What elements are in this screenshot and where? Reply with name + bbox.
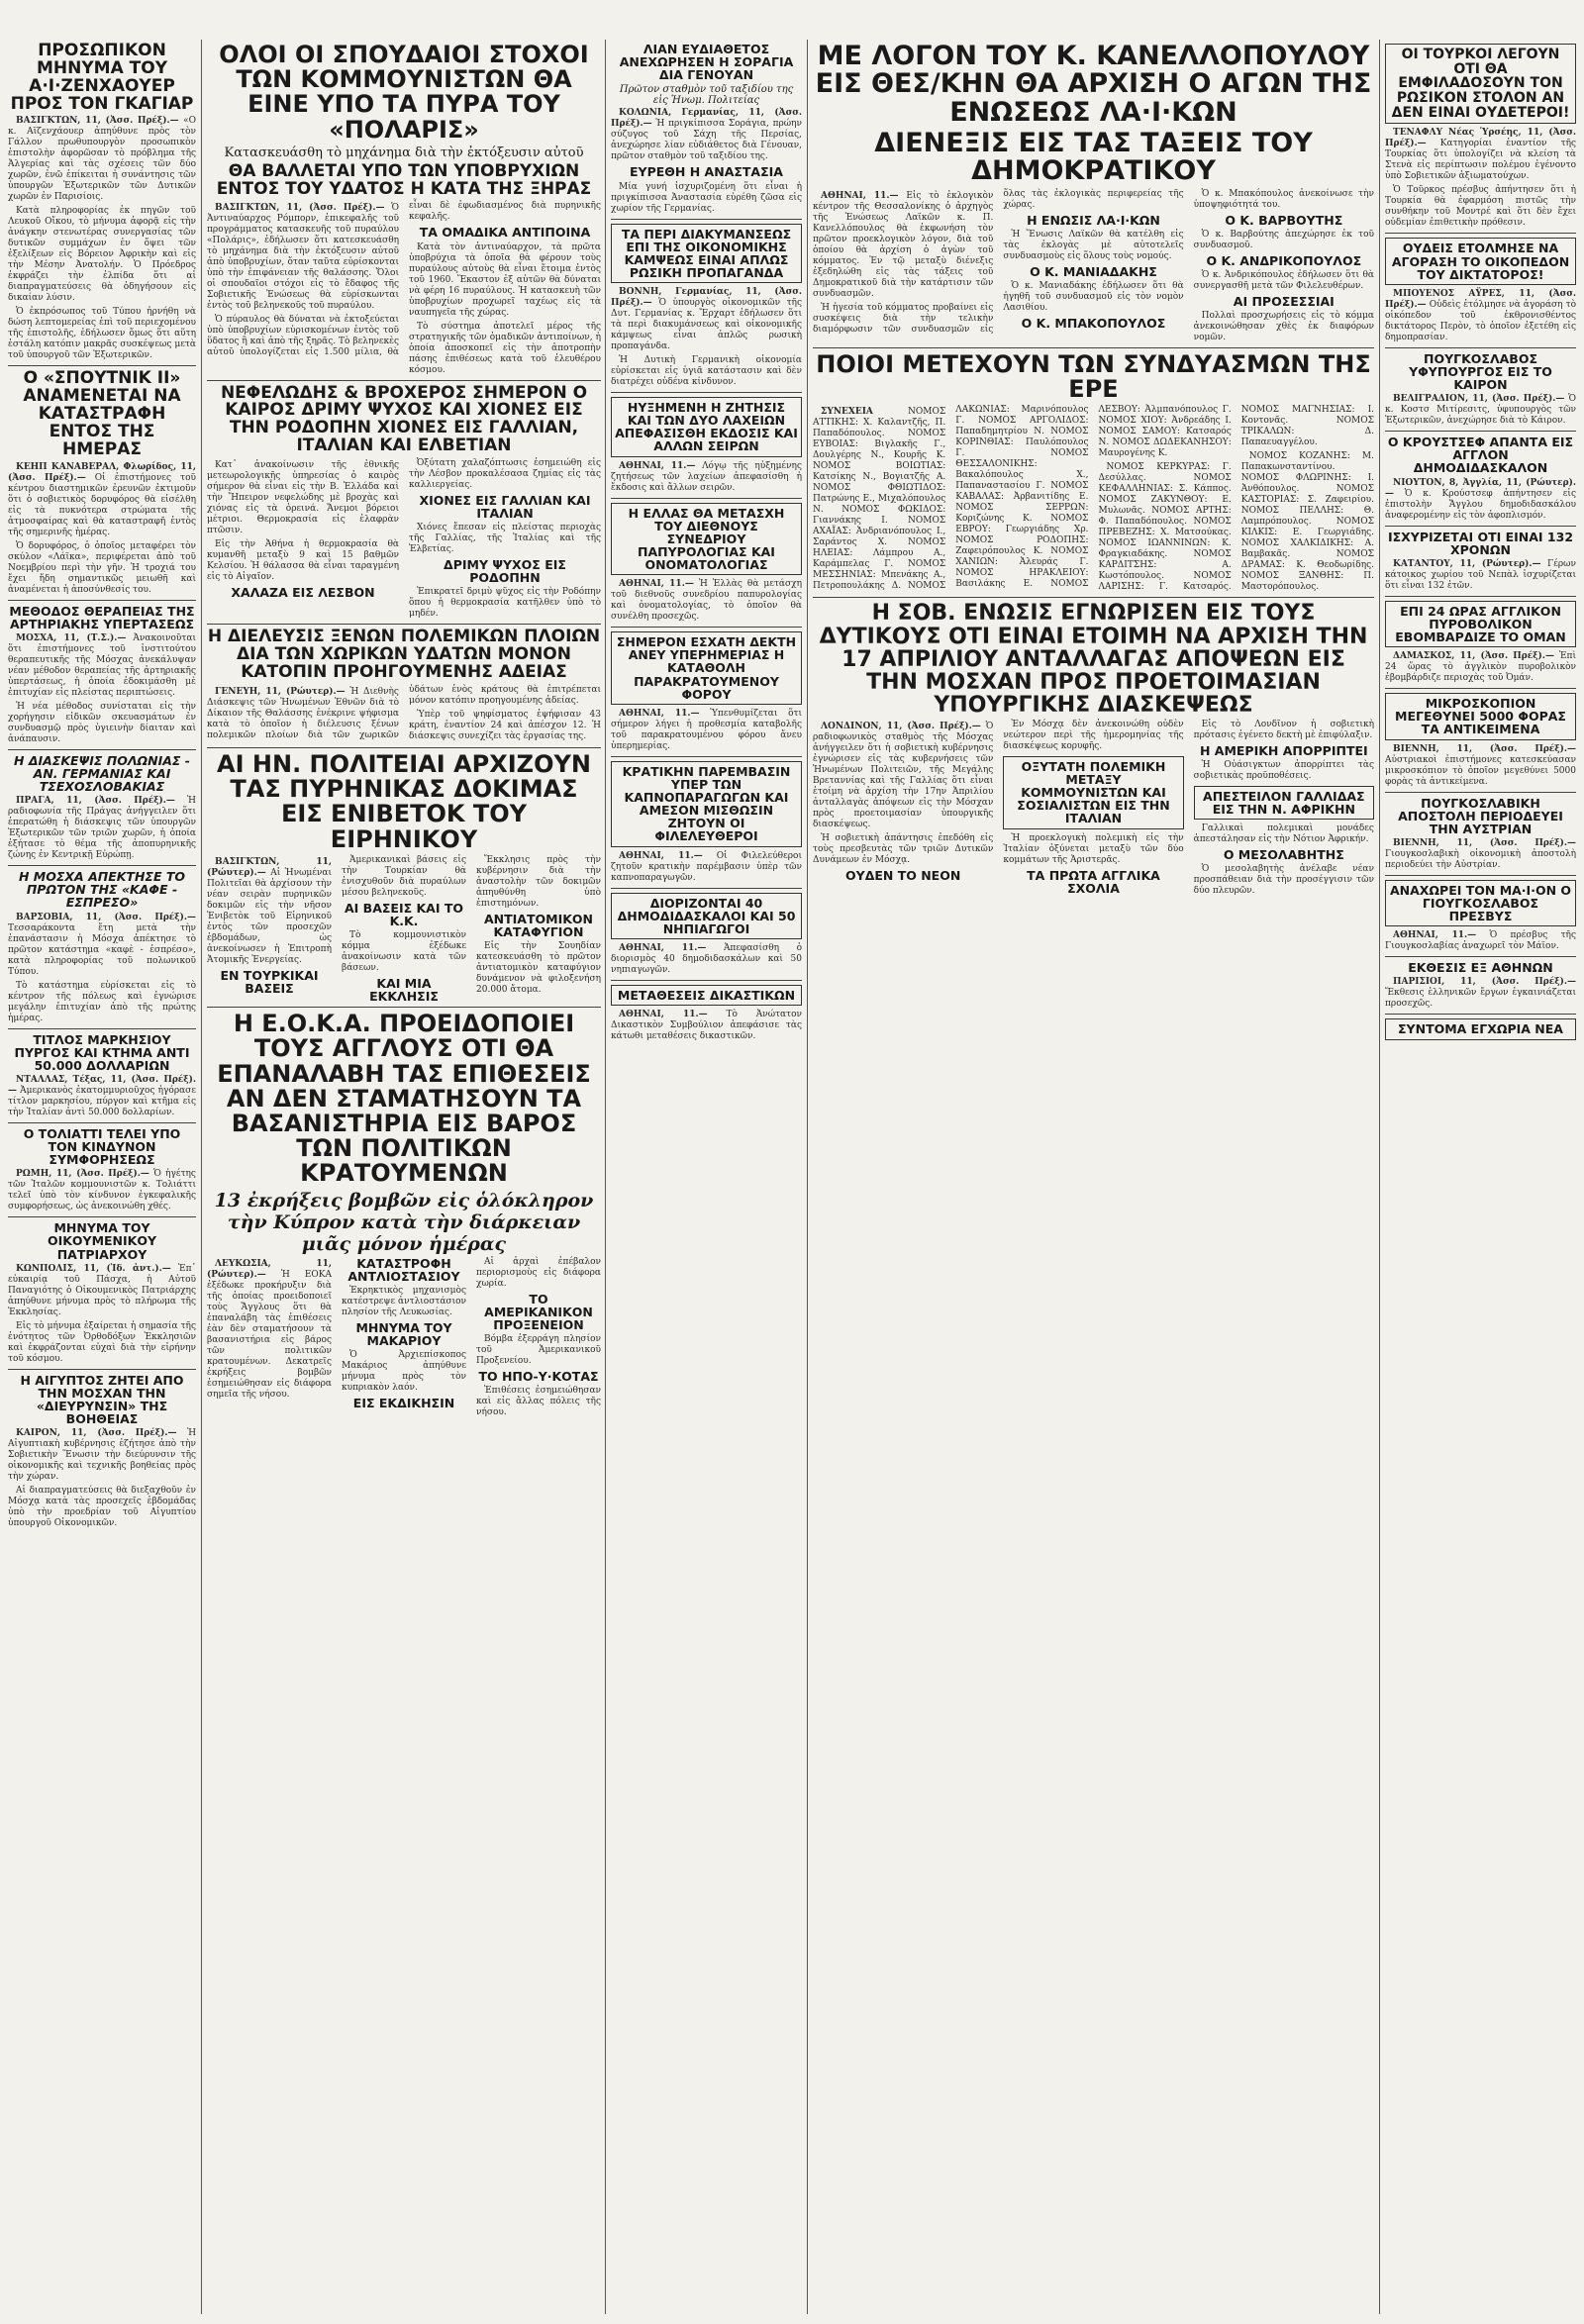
article-eoka: Η Ε.Ο.Κ.Α. ΠΡΟΕΙΔΟΠΟΙΕΙ ΤΟΥΣ ΑΓΓΛΟΥΣ ΟΤΙ ΘΑ ΕΠΑΝΑΛΑΒΗ ΤΑΣ ΕΠΙΘΕΣΕΙΣ ΑΝ ΔΕΝ ΣΤΑΜΑΤΗΣΟΥΝ ΤΑ ΒΑΣΑΝΙΣΤΗΡΙΑ ΕΙΣ ΒΑΡΟΣ ΤΩΝ ΠΟΛΙΤΙΚΩΝ ΚΡΑΤΟΥΜΕΝΩΝ 13 ἐκρήξεις βομβῶν εἰς ὁλόκληρον τὴν Κύπρον κατὰ τὴν διάρκειαν μιᾶς μόνον ἡμέρας ΛΕΥΚΩΣΙΑ, 11, (Ρώυτερ).— Ἡ ΕΟΚΑ ἐξέδωκε προκήρυξιν διὰ τῆς ὁποίας προειδοποιεῖ τοὺς Ἄγγλους ὅτι θὰ ἐπαναλάβη τὰς ἐπιθέσεις ἐὰν δὲν σταματήσουν τὰ βασανιστήρια εἰς βάρος τῶν πολιτικῶν κρατουμένων. Δεκατρεῖς ἐκρήξεις βομβῶν ἐσημειώθησαν εἰς διάφορα σημεῖα τῆς νήσου. ΚΑΤΑΣΤΡΟΦΗ ΑΝΤΛΙΟΣΤΑΣΙΟΥ Ἐκρηκτικὸς μηχανισμὸς κατέστρεψε ἀντλιοστάσιον πλησίον τῆς Λευκωσίας. ΜΗΝΥΜΑ ΤΟΥ ΜΑΚΑΡΙΟΥ Ὁ Ἀρχιεπίσκοπος Μακάριος ἀπηύθυνε μήνυμα πρὸς τὸν κυπριακὸν λαόν. ΕΙΣ ΕΚΔΙΚΗΣΙΝ Αἱ ἀρχαὶ ἐπέβαλον περιορισμοὺς εἰς διάφορα χωρία. ΤΟ ΑΜΕΡΙΚΑΝΙΚΟΝ ΠΡΟΞΕΝΕΙΟΝ Βόμβα ἐξερράγη πλησίον τοῦ Ἀμερικανικοῦ Προξενείου. ΤΟ ΗΠΟ-Υ·ΚΟΤΑΣ Ἐπιθέσεις ἐσημειώθησαν καὶ εἰς ἄλλας πόλεις τῆς νήσου. (207, 1010, 601, 1418)
body-text: Γέρων κάτοικος χωρίου τοῦ Νεπὰλ ἰσχυρίζεται ὅτι εἶναι 132 ἐτῶν. (1385, 558, 1576, 591)
headline: Η ΣΟΒ. ΕΝΩΣΙΣ ΕΓΝΩΡΙΣΕΝ ΕΙΣ ΤΟΥΣ ΔΥΤΙΚΟΥΣ ΟΤΙ ΕΙΝΑΙ ΕΤΟΙΜΗ ΝΑ ΑΡΧΙΣΗ ΤΗΝ 17 ΑΠΡΙΛΙΟΥ ΑΝΤΑΛΛΑΓΑΣ ΑΠΟΨΕΩΝ ΕΙΣ ΤΗΝ ΜΟΣΧΑΝ ΠΡΟΣ ΠΡΟΕΤΟΙΜΑΣΙΑΝ ΥΠΟΥΡΓΙΚΗΣ ΔΙΑΣΚΕΨΕΩΣ (819, 601, 1368, 718)
headline: ΜΕΘΟΔΟΣ ΘΕΡΑΠΕΙΑΣ ΤΗΣ ΑΡΤΗΡΙΑΚΗΣ ΥΠΕΡΤΑΣΕΩΣ (9, 603, 195, 631)
article-papyrology (611, 503, 802, 624)
article-brief-news (1385, 1018, 1576, 1039)
dateline: ΚΑΙΡΟΝ, 11, (Ἀσσ. Πρέξ).— (16, 1428, 177, 1439)
section-heading: ΜΗΝΥΜΑ ΤΟΥ ΜΑΚΑΡΙΟΥ (355, 1319, 452, 1348)
headline: ΟΛΟΙ ΟΙ ΣΠΟΥΔΑΙΟΙ ΣΤΟΧΟΙ ΤΩΝ ΚΟΜΜΟΥΝΙΣΤΩΝ ΘΑ ΕΙΝΕ ΥΠΟ ΤΑ ΠΥΡΑ ΤΟΥ «ΠΟΛΑΡΙΣ» (219, 41, 589, 144)
article-soraya: ΛΙΑΝ ΕΥΔΙΑΘΕΤΟΣ ΑΝΕΧΩΡΗΣΕΝ Η ΣΟΡΑΓΙΑ ΔΙΑ ΓΕΝΟΥΑΝ Πρῶτον σταθμὸν τοῦ ταξιδίου της εἰς Ἡνωμ. Πολιτείας ΚΟΛΩΝΙΑ, Γερμανίας, 11, (Ἀσσ. Πρέξ).— Ἡ πριγκίπισσα Σοράγια, πρώην σύζυγος τοῦ Σάχη τῆς Περσίας, ἀνεχώρησε λίαν εὐδιάθετος διὰ Γένουαν, πρῶτον σταθμὸν τοῦ ταξιδίου της. ΕΥΡΕΘΗ Η ΑΝΑΣΤΑΣΙΑ Μία γυνή ἰσχυριζομένη ὅτι εἶναι ἡ πριγκίπισσα Ἀναστασία εὑρέθη ζῶσα εἰς χωρίον τῆς Γερμανίας. (611, 42, 802, 214)
dateline: ΒΟΝΝΗ, Γερμανίας, 11, (Ἀσσ. Πρέξ).— (611, 287, 802, 308)
headline: ΠΡΟΣΩΠΙΚΟΝ ΜΗΝΥΜΑ ΤΟΥ Α·Ι·ΖΕΝΧΑΟΥΕΡ ΠΡΟΣ ΤΟΝ ΓΚΑΓΙΑΡ (10, 41, 194, 114)
section-heading: ΧΙΟΝΕΣ ΕΙΣ ΓΑΛΛΙΑΝ ΚΑΙ ΙΤΑΛΙΑΝ (419, 492, 591, 522)
body-text: Ἔκθεσις ἑλληνικῶν ἔργων ἐγκαινιάζεται προσεχῶς. (1385, 988, 1576, 1010)
section-heading: ΑΙ ΠΡΟΣΕΣΣΙΑΙ (1233, 293, 1335, 309)
headline: Η ΔΙΑΣΚΕΨΙΣ ΠΟΛΩΝΙΑΣ - ΑΝ. ΓΕΡΜΑΝΙΑΣ ΚΑΙ ΤΣΕΧΟΣΛΟΒΑΚΙΑΣ (14, 752, 190, 795)
headline: Η ΔΙΕΛΕΥΣΙΣ ΞΕΝΩΝ ΠΟΛΕΜΙΚΩΝ ΠΛΟΙΩΝ ΔΙΑ ΤΩΝ ΧΩΡΙΚΩΝ ΥΔΑΤΩΝ ΜΟΝΟΝ ΚΑΤΟΠΙΝ ΠΡΟΗΓΟΥΜΕΝΗΣ ΑΔΕΙΑΣ (207, 627, 601, 683)
body-text: Ἡ ΕΟΚΑ ἐξέδωκε προκήρυξιν διὰ τῆς ὁποίας προειδοποιεῖ τοὺς Ἄγγλους ὅτι θὰ ἐπαναλάβη τὰς ἐπιθέσεις ἐὰν δὲν σταματήσουν τὰ βασανιστήρια εἰς βάρος τῶν πολιτικῶν κρατουμένων. Δεκατρεῖς ἐκρήξεις βομβῶν ἐσημειώθησαν εἰς διάφορα σημεῖα τῆς νήσου. (207, 1269, 332, 1400)
section-heading: ΕΝ ΤΟΥΡΚΙΚΑΙ ΒΑΣΕΙΣ (220, 967, 319, 996)
article-lottery (611, 397, 802, 494)
dateline: ΑΘΗΝΑΙ, 11.— (619, 708, 700, 719)
headline-2: ΘΑ ΒΑΛΛΕΤΑΙ ΥΠΟ ΤΩΝ ΥΠΟΒΡΥΧΙΩΝ ΕΝΤΟΣ ΤΟΥ ΥΔΑΤΟΣ Η ΚΑΤΑ ΤΗΣ ΞΗΡΑΣ (216, 160, 592, 199)
article-weather: ΝΕΦΕΛΩΔΗΣ & ΒΡΟΧΕΡΟΣ ΣΗΜΕΡΟΝ Ο ΚΑΙΡΟΣ ΔΡΙΜΥ ΨΥΧΟΣ ΚΑΙ ΧΙΟΝΕΣ ΕΙΣ ΤΗΝ ΡΟΔΟΠΗΝ ΧΙΟΝΕΣ ΕΙΣ ΓΑΛΛΙΑΝ, ΙΤΑΛΙΑΝ ΚΑΙ ΕΛΒΕΤΙΑΝ Κατ᾽ ἀνακοίνωσιν τῆς ἐθνικῆς μετεωρολογικῆς ὑπηρεσίας ὁ καιρὸς σήμερον θὰ εἶναι εἰς τὴν Β. Ἑλλάδα καὶ τὴν Ἤπειρον νεφελώδης μὲ βροχὰς καὶ χιόνας εἰς τὰ ὀρεινά. Ἄνεμοι βόρειοι μέτριοι. Θερμοκρασία εἰς ἐλαφρὰν πτῶσιν. Εἰς τὴν Ἀθήνα ἡ θερμοκρασία θὰ κυμανθῆ μεταξὺ 9 καὶ 15 βαθμῶν Κελσίου. Ἡ θάλασσα θὰ εἶναι ταραγμένη εἰς τὸ Αἰγαῖον. ΧΑΛΑΖΑ ΕΙΣ ΛΕΣΒΟΝ Ὀξύτατη χαλαζόπτωσις ἐσημειώθη εἰς τὴν Λέσβον προκαλέσασα ζημίας εἰς τὰς καλλιεργείας. ΧΙΟΝΕΣ ΕΙΣ ΓΑΛΛΙΑΝ ΚΑΙ ΙΤΑΛΙΑΝ Χιόνες ἔπεσαν εἰς πλείστας περιοχὰς τῆς Γαλλίας, τῆς Ἰταλίας καὶ τῆς Ἑλβετίας. ΔΡΙΜΥ ΨΥΧΟΣ ΕΙΣ ΡΟΔΟΠΗΝ Ἐπικρατεῖ δριμὺ ψῦχος εἰς τὴν Ροδόπην ὅπου ἡ θερμοκρασία κατῆλθεν ὑπὸ τὸ μηδέν. (207, 382, 601, 620)
section-heading: ΤΟ ΗΠΟ-Υ·ΚΟΤΑΣ (478, 1368, 599, 1384)
body-text: Οἱ ἐπιστήμονες τοῦ κέντρου διαστημικῶν ἐρευνῶν ἐκτιμοῦν ὅτι ὁ σοβιετικὸς δορυφόρος θὰ εἰσέλθη εἰς τὰ πυκνότερα στρώματα τῆς ἀτμοσφαίρας καὶ θὰ καταστραφῆ ἐντὸς τῆς σημερινῆς ἡμέρας. (8, 472, 196, 537)
section-heading: ΧΑΛΑΖΑ ΕΙΣ ΛΕΣΒΟΝ (231, 584, 375, 600)
headline: ΜΕΤΑΘΕΣΕΙΣ ΔΙΚΑΣΤΙΚΩΝ (611, 985, 802, 1006)
body-text: «Ο κ. Αϊζενχάουερ ἀπηύθυνε πρὸς τὸν Γάλλον πρωθυπουργὸν προσωπικὸν ἐπιστολὴν ἀφορῶσαν τὸ πρόβλημα τῆς Ἀλγερίας καὶ τὰς σχέσεις τῶν δύο χωρῶν, ἐνῶ ἐπίκειται ἡ συνάντησις τῶν ὑπουργῶν Ἐξωτερικῶν τῶν Δυτικῶν χωρῶν ἐν Παρισίοις. (8, 116, 196, 203)
body-text: Ἀπεφασίσθη ὁ διορισμὸς 40 δημοδιδασκάλων καὶ 50 νηπιαγωγῶν. (611, 942, 802, 975)
headline: ΔΙΟΡΙΖΟΝΤΑΙ 40 ΔΗΜΟΔΙΔΑΣΚΑΛΟΙ ΚΑΙ 50 ΝΗΠΙΑΓΩΓΟΙ (611, 893, 802, 939)
article-oman (1385, 601, 1576, 684)
column-6 (1385, 40, 1576, 2314)
section-heading: Η ΑΜΕΡΙΚΗ ΑΠΟΡΡΙΠΤΕΙ (1199, 742, 1368, 758)
headline: Η ΕΛΛΑΣ ΘΑ ΜΕΤΑΣΧΗ ΤΟΥ ΔΙΕΘΝΟΥΣ ΣΥΝΕΔΡΙΟΥ ΠΑΠΥΡΟΛΟΓΙΑΣ ΚΑΙ ΟΝΟΜΑΤΟΛΟΓΙΑΣ (611, 503, 802, 576)
dateline: ΑΘΗΝΑΙ, 11.— (821, 190, 899, 201)
article-marquis (8, 1033, 196, 1118)
dateline: ΒΑΣΙΓΚΤΩΝ, 11, (Ρώυτερ).— (207, 856, 332, 878)
article-espresso: Η ΜΟΣΧΑ ΑΠΕΚΤΗΣΕ ΤΟ ΠΡΩΤΟΝ ΤΗΣ «ΚΑΦΕ - ΕΣΠΡΕΣΟ» ΒΑΡΣΟΒΙΑ, 11, (Ἀσσ. Πρέξ).— Τεσσαράκοντα ἔτη μετὰ τὴν ἐπανάστασιν ἡ Μόσχα ἀπέκτησε τὸ πρῶτον κατάστημα «καφὲ - ἐσπρέσο», κατὰ πληροφορίας τοῦ πολωνικοῦ Τύπου. Τὸ κατάστημα εὑρίσκεται εἰς τὸ κέντρον τῆς πόλεως καὶ ἐγνώρισε μεγάλην ἐπιτυχίαν ἀπὸ τῆς πρώτης ἡμέρας. (8, 869, 196, 1023)
section-heading: Η ΕΝΩΣΙΣ ΛΑ·Ι·ΚΩΝ (1027, 212, 1160, 228)
headline: ΤΑ ΠΕΡΙ ΔΙΑΚΥΜΑΝΣΕΩΣ ΕΠΙ ΤΗΣ ΟΙΚΟΝΟΜΙΚΗΣ ΚΑΜΨΕΩΣ ΕΙΝΑΙ ΑΠΛΩΣ ΡΩΣΙΚΗ ΠΡΟΠΑΓΑΝΔΑ (611, 224, 802, 284)
headline: ΙΣΧΥΡΙΖΕΤΑΙ ΟΤΙ ΕΙΝΑΙ 132 ΧΡΟΝΩΝ (1387, 529, 1574, 557)
body-text: Ἐπ᾽ εὐκαιρίᾳ τοῦ Πάσχα, ἡ Αὐτοῦ Παναγιότης ὁ Οἰκουμενικὸς Πατριάρχης ἀπηύθυνε μήνυμα πρὸς τὸ πλήρωμα τῆς Ἐκκλησίας. (8, 1263, 196, 1317)
body-text: Ὁ ραδιοφωνικὸς σταθμὸς τῆς Μόσχας ἀνήγγειλεν ὅτι ἡ σοβιετικὴ κυβέρνησις ἐγνώρισεν εἰς τὰς κυβερνήσεις τῶν Ἡνωμένων Πολιτειῶν, τῆς Μεγάλης Βρεταννίας καὶ τῆς Γαλλίας ὅτι εἶναι ἑτοίμη νὰ ἀρχίση τὴν 17ην Ἀπριλίου ἀνταλλαγὰς ἀπόψεων εἰς τὴν Μόσχαν πρὸς προετοιμασίαν ὑπουργικῆς διασκέψεως. (813, 721, 994, 829)
dateline: ΝΤΑΛΛΑΣ, Τέξας, 11, (Ἀσσ. Πρέξ).— (8, 1074, 196, 1096)
dateline: ΚΟΛΩΝΙΑ, Γερμανίας, 11, (Ἀσσ. Πρέξ).— (611, 108, 802, 130)
body-text: Ὑπενθυμίζεται ὅτι σήμερον λήγει ἡ προθεσμία καταβολῆς τοῦ παρακρατουμένου φόρου ἄνευ ὑπερημερίας. (611, 708, 802, 751)
dateline: ΠΑΡΙΣΙΟΙ, 11, (Ἀσσ. Πρέξ).— (1393, 977, 1576, 988)
headline: Ο ΚΡΟΥΣΤΣΕΦ ΑΠΑΝΤΑ ΕΙΣ ΑΓΓΛΟΝ ΔΗΜΟΔΙΔΑΣΚΑΛΟΝ (1387, 435, 1574, 476)
body-text: Ἡ Διεθνὴς Διάσκεψις τῶν Ἡνωμένων Ἐθνῶν διὰ τὸ Δίκαιον τῆς Θαλάσσης ἐνέκρινε ψήφισμα κατὰ τὸ ὁποῖον ἡ διέλευσις ξένων πολεμικῶν πλοίων διὰ τῶν χωρικῶν ὑδάτων ἑνὸς κράτους θὰ ἐπιτρέπεται μόνον κατόπιν προηγουμένης ἀδείας. (207, 684, 601, 740)
subheadline: Κατασκευάσθη τὸ μηχάνημα διὰ τὴν ἐκτόξευσιν αὐτοῦ (224, 145, 584, 160)
body-text: Λόγῳ τῆς ηὐξημένης ζητήσεως τῶν λαχείων ἀπεφασίσθη ἡ ἔκδοσις καὶ ἄλλων σειρῶν. (611, 460, 802, 493)
article-ambassador (1385, 880, 1576, 952)
headline: Η Ε.Ο.Κ.Α. ΠΡΟΕΙΔΟΠΟΙΕΙ ΤΟΥΣ ΑΓΓΛΟΥΣ ΟΤΙ ΘΑ ΕΠΑΝΑΛΑΒΗ ΤΑΣ ΕΠΙΘΕΣΕΙΣ ΑΝ ΔΕΝ ΣΤΑΜΑΤΗΣΟΥΝ ΤΑ ΒΑΣΑΝΙΣΤΗΡΙΑ ΕΙΣ ΒΑΡΟΣ ΤΩΝ ΠΟΛΙΤΙΚΩΝ ΚΡΑΤΟΥΜΕΝΩΝ (217, 1010, 591, 1188)
article-propaganda: ΤΑ ΠΕΡΙ ΔΙΑΚΥΜΑΝΣΕΩΣ ΕΠΙ ΤΗΣ ΟΙΚΟΝΟΜΙΚΗΣ ΚΑΜΨΕΩΣ ΕΙΝΑΙ ΑΠΛΩΣ ΡΩΣΙΚΗ ΠΡΟΠΑΓΑΝΔΑ ΒΟΝΝΗ, Γερμανίας, 11, (Ἀσσ. Πρέξ).— Ὁ ὑπουργὸς οἰκονομικῶν τῆς Δυτ. Γερμανίας κ. Ἔρχαρτ ἐδήλωσεν ὅτι τὰ περὶ διακυμάνσεως καὶ οἰκονομικῆς κάμψεως εἶναι ἁπλῶς ρωσικὴ προπαγάνδα. Ἡ Δυτικὴ Γερμανικὴ οἰκονομία εὑρίσκεται εἰς ὑγιᾶ κατάστασιν καὶ δὲν διατρέχει οὐδένα κίνδυνον. (611, 224, 802, 389)
body-text: Ἡ Ἑλλὰς θὰ μετάσχη τοῦ διεθνοῦς συνεδρίου παπυρολογίας καὶ ὀνοματολογίας, τὸ ὁποῖον θὰ συνέλθη προσεχῶς. (611, 579, 802, 623)
article-sputnik: Ο «ΣΠΟΥΤΝΙΚ ΙΙ» ΑΝΑΜΕΝΕΤΑΙ ΝΑ ΚΑΤΑΣΤΡΑΦΗ ΕΝΤΟΣ ΤΗΣ ΗΜΕΡΑΣ ΚΕΗΠ ΚΑΝΑΒΕΡΑΛ, Φλωρίδος, 11, (Ἀσσ. Πρέξ).— Οἱ ἐπιστήμονες τοῦ κέντρου διαστημικῶν ἐρευνῶν ἐκτιμοῦν ὅτι ὁ σοβιετικὸς δορυφόρος θὰ εἰσέλθη εἰς τὰ πυκνότερα στρώματα τῆς ἀτμοσφαίρας καὶ θὰ καταστραφῆ ἐντὸς τῆς σημερινῆς ἡμέρας. Ὁ δορυφόρος, ὁ ὁποῖος μεταφέρει τὸν σκύλον «Λάϊκα», περιφέρεται ἀπὸ τοῦ Νοεμβρίου περὶ τὴν γῆν. Ἡ τροχιά του ἔχει ἤδη σημαντικῶς μειωθῆ καὶ ἀναμένεται ἡ ἀποσύνθεσίς του. (8, 368, 196, 595)
body-text: Οὐδεὶς ἐτόλμησε νὰ ἀγοράση τὸ οἰκόπεδον τοῦ ἐκθρονισθέντος δικτάτορος Περὸν, τὸ ὁποῖον ἐξετέθη εἰς δημοπρασίαν. (1385, 299, 1576, 342)
headline: ΑΙ ΗΝ. ΠΟΛΙΤΕΙΑΙ ΑΡΧΙΖΟΥΝ ΤΑΣ ΠΥΡΗΝΙΚΑΣ ΔΟΚΙΜΑΣ ΕΙΣ ΕΝΙΒΕΤΟΚ ΤΟΥ ΕΙΡΗΝΙΚΟΥ (217, 749, 591, 853)
body-text: Τεσσαράκοντα ἔτη μετὰ τὴν ἐπανάστασιν ἡ Μόσχα ἀπέκτησε τὸ πρῶτον κατάστημα «καφὲ - ἐσπρέσο», κατὰ πληροφορίας τοῦ πολωνικοῦ Τύπου. (8, 922, 196, 977)
body-text: Γιουγκοσλαβικὴ οἰκονομικὴ ἀποστολὴ περιοδεύει τὴν Αὐστρίαν. (1385, 848, 1576, 870)
headline: ΜΙΚΡΟΣΚΟΠΙΟΝ ΜΕΓΕΘΥΝΕΙ 5000 ΦΟΡΑΣ ΤΑ ΑΝΤΙΚΕΙΜΕΝΑ (1385, 693, 1576, 739)
headline: ΟΙ ΤΟΥΡΚΟΙ ΛΕΓΟΥΝ ΟΤΙ ΘΑ ΕΜΦΙΛΑΔΟΣΟΥΝ ΤΟΝ ΡΩΣΙΚΟΝ ΣΤΟΛΟΝ ΑΝ ΔΕΝ ΕΙΝΑΙ ΟΥΔΕΤΕΡΟΙ! (1385, 44, 1576, 124)
body-text: Ὁ ἡγέτης τῶν Ἰταλῶν κομμουνιστῶν κ. Τολιάττι τελεῖ ὑπὸ τὸν κίνδυνον ἐγκεφαλικῆς συμφορήσεως, ὡς ἀνεκοινώθη χθές. (8, 1169, 196, 1212)
body-text: Ὁ Ἀντιναύαρχος Ρόμπορν, ἐπικεφαλῆς τοῦ προγράμματος κατασκευῆς τοῦ πυραύλου «Πολάρις», ἐδήλωσεν ὅτι κατεσκευάσθη τὸ μηχάνημα διὰ τὴν ἐκτόξευσιν αὐτοῦ ἀπὸ ὑποβρυχίων, ὅταν ταῦτα εὑρίσκονται ὑπὸ τὴν ἐπιφάνειαν τῆς θαλάσσης. Ὅλοι οἱ σπουδαῖοι στόχοι εἰς τὸ ἔδαφος τῆς Σοβιετικῆς Ἑνώσεως θὰ εὑρίσκωνται ἐντὸς τοῦ βεληνεκοῦς τοῦ πυραύλου. (207, 203, 399, 312)
dateline: ΡΩΜΗ, 11, (Ἀσσ. Πρέξ).— (16, 1169, 149, 1180)
body-text: Ὁ πρέσβυς τῆς Γιουγκοσλαβίας ἀναχωρεῖ τὸν Μάϊον. (1385, 930, 1576, 952)
body-text: Ὁ κ. Κρούστσεφ ἀπήντησεν εἰς ἐπιστολὴν Ἄγγλου δημοδιδασκάλου ἀναφερομένην εἰς τὸν ἀφοπλισμόν. (1385, 488, 1576, 521)
article-yugoslav-cairo (1385, 352, 1576, 427)
headline: ΤΙΤΛΟΣ ΜΑΡΚΗΣΙΟΥ ΠΥΡΓΟΣ ΚΑΙ ΚΤΗΜΑ ΑΝΤΙ 50.000 ΔΟΛΛΑΡΙΩΝ (14, 1031, 190, 1073)
article-warships: Η ΔΙΕΛΕΥΣΙΣ ΞΕΝΩΝ ΠΟΛΕΜΙΚΩΝ ΠΛΟΙΩΝ ΔΙΑ ΤΩΝ ΧΩΡΙΚΩΝ ΥΔΑΤΩΝ ΜΟΝΟΝ ΚΑΤΟΠΙΝ ΠΡΟΗΓΟΥΜΕΝΗΣ ΑΔΕΙΑΣ ΓΕΝΕΥΗ, 11, (Ρώυτερ).— Ἡ Διεθνὴς Διάσκεψις τῶν Ἡνωμένων Ἐθνῶν διὰ τὸ Δίκαιον τῆς Θαλάσσης ἐνέκρινε ψήφισμα κατὰ τὸ ὁποῖον ἡ διέλευσις ξένων πολεμικῶν πλοίων διὰ τῶν χωρικῶν ὑδάτων ἑνὸς κράτους θὰ ἐπιτρέπεται μόνον κατόπιν προηγουμένης ἀδείας. Ὑπὲρ τοῦ ψηφίσματος ἐψήφισαν 43 κράτη, ἐναντίον 24 καὶ ἀπέσχον 12. Ἡ διάσκεψις συνεχίζει τὰς ἐργασίας της. (207, 627, 601, 741)
dateline: ΒΙΕΝΝΗ, 11, (Ἀσσ. Πρέξ).— (1393, 837, 1576, 848)
body-text: Κατηγορίαι ἐναντίον τῆς Τουρκίας ὅτι ὑπολογίζει νὰ κλείση τὰ Στενὰ εἰς περίπτωσιν πολέμου ἐγένοντο ὑπὸ Σοβιετικῶν ἀξιωματούχων. (1385, 139, 1576, 182)
dateline: ΓΕΝΕΥΗ, 11, (Ρώυτερ).— (215, 686, 346, 697)
section-heading: Ο Κ. ΜΠΑΚΟΠΟΥΛΟΣ (1021, 315, 1166, 331)
headline-2: ΔΙΕΝΕΞΙΣ ΕΙΣ ΤΑΣ ΤΑΞΕΙΣ ΤΟΥ ΔΗΜΟΚΡΑΤΙΚΟΥ (874, 128, 1313, 187)
subheadline: Πρῶτον σταθμὸν τοῦ ταξιδίου της εἰς Ἡνωμ. Πολιτείας (619, 84, 794, 107)
section-heading: ΚΑΤΑΣΤΡΟΦΗ ΑΝΤΛΙΟΣΤΑΣΙΟΥ (347, 1255, 460, 1284)
article-dictator (1385, 238, 1576, 342)
column-2 (207, 40, 601, 2314)
headline: Ο ΤΟΛΙΑΤΤΙ ΤΕΛΕΙ ΥΠΟ ΤΟΝ ΚΙΝΔΥΝΟΝ ΣΥΜΦΟΡΗΣΕΩΣ (23, 1125, 181, 1168)
body-text: Κατ᾽ ἀνακοίνωσιν τῆς ἐθνικῆς μετεωρολογικῆς ὑπηρεσίας ὁ καιρὸς σήμερον θὰ εἶναι εἰς τὴν Β. Ἑλλάδα καὶ τὴν Ἤπειρον νεφελώδης μὲ βροχὰς καὶ χιόνας εἰς τὰ ὀρεινά. Ἄνεμοι βόρειοι μέτριοι. Θερμοκρασία εἰς ἐλαφρὰν πτῶσιν. (207, 459, 399, 535)
section-heading: ΤΟ ΑΜΕΡΙΚΑΝΙΚΟΝ ΠΡΟΞΕΝΕΙΟΝ (484, 1291, 593, 1332)
body-text: Ἐπὶ 24 ὥρας τὸ ἀγγλικὸν πυροβολικὸν ἐβομβάρδιζε περιοχὰς τοῦ Ὀμάν. (1385, 651, 1576, 684)
dateline: ΒΕΛΙΓΡΑΔΙΟΝ, 11, (Ἀσσ. Πρέξ).— (1393, 394, 1565, 405)
column-3 (611, 40, 802, 2314)
headline: ΕΚΘΕΣΙΣ ΕΞ ΑΘΗΝΩΝ (1408, 960, 1553, 976)
body-text: Ἀνακοινοῦται ὅτι ἐπιστήμονες τοῦ ἰνστιτούτου θεραπευτικῆς τῆς Μόσχας ἀνεκάλυψαν νέαν μέθοδον θεραπείας τῆς ἀρτηριακῆς ὑπερτάσεως, ἡ ὁποία ἐδοκιμάσθη μὲ ἐπιτυχίαν εἰς πλείστας περιπτώσεις. (8, 632, 196, 698)
headline: ΠΟΙΟΙ ΜΕΤΕΧΟΥΝ ΤΩΝ ΣΥΝΔΥΑΣΜΩΝ ΤΗΣ ΕΡΕ (816, 350, 1371, 404)
dateline: ΚΩΝΠΟΛΙΣ, 11, (Ἰδ. ἀντ.).— (16, 1263, 171, 1274)
column-1 (8, 40, 196, 2314)
section-heading: Ο Κ. ΑΝΔΡΙΚΟΠΟΥΛΟΣ (1206, 252, 1362, 268)
headline: Η ΑΙΓΥΠΤΟΣ ΖΗΤΕΙ ΑΠΟ ΤΗΝ ΜΟΣΧΑΝ ΤΗΝ «ΔΙΕΥΡΥΝΣΙΝ» ΤΗΣ ΒΟΗΘΕΙΑΣ (20, 1372, 184, 1427)
dateline: ΛΟΝΔΙΝΟΝ, 11, (Ἀσσ. Πρέξ).— (821, 721, 981, 731)
section-heading: ΚΑΙ ΜΙΑ ΕΚΚΛΗΣΙΣ (369, 975, 439, 1005)
section-heading: Ο ΜΕΣΟΛΑΒΗΤΗΣ (1223, 847, 1344, 863)
article-therapy: ΜΕΘΟΔΟΣ ΘΕΡΑΠΕΙΑΣ ΤΗΣ ΑΡΤΗΡΙΑΚΗΣ ΥΠΕΡΤΑΣΕΩΣ ΜΟΣΧΑ, 11, (Τ.Σ.).— Ἀνακοινοῦται ὅτι ἐπιστήμονες τοῦ ἰνστιτούτου θεραπευτικῆς τῆς Μόσχας ἀνεκάλυψαν νέαν μέθοδον θεραπείας τῆς ἀρτηριακῆς ὑπερτάσεως, ἡ ὁποία ἐδοκιμάσθη μὲ ἐπιτυχίαν εἰς πλείστας περιπτώσεις. Ἡ νέα μέθοδος συνίσταται εἰς τὴν χορήγησιν εἰδικῶν σκευασμάτων ἐν συνδυασμῷ πρὸς ὑγιεινὴν δίαιταν καὶ ἀνάπαυσιν. (8, 603, 196, 744)
article-exhibition (1385, 961, 1576, 1010)
dateline: ΒΑΣΙΓΚΤΩΝ, 11, (Ἀσσ. Πρέξ).— (215, 203, 385, 214)
article-conference (8, 754, 196, 861)
body-text: Τὸ Ἀνώτατον Δικαστικὸν Συμβούλιον ἀπεφάσισε τὰς κάτωθι μεταθέσεις δικαστικῶν. (611, 1010, 802, 1041)
section-heading: ΕΙΣ ΕΚΔΙΚΗΣΙΝ (352, 1396, 455, 1411)
section-heading: ΤΑ ΟΜΑΔΙΚΑ ΑΝΤΙΠΟΙΝΑ (419, 225, 591, 241)
section-heading: ΟΥΔΕΝ ΤΟ ΝΕΟΝ (845, 867, 961, 883)
article-zenhauer: ΠΡΟΣΩΠΙΚΟΝ ΜΗΝΥΜΑ ΤΟΥ Α·Ι·ΖΕΝΧΑΟΥΕΡ ΠΡΟΣ ΤΟΝ ΓΚΑΓΙΑΡ ΒΑΣΙΓΚΤΩΝ, 11, (Ἀσσ. Πρέξ).— «Ο κ. Αϊζενχάουερ ἀπηύθυνε πρὸς τὸν Γάλλον πρωθυπουργὸν προσωπικὸν ἐπιστολὴν ἀφορῶσαν τὸ πρόβλημα τῆς Ἀλγερίας καὶ τὰς σχέσεις τῶν δύο χωρῶν, ἐνῶ ἐπίκειται ἡ συνάντησις τῶν ὑπουργῶν Ἐξωτερικῶν τῶν Δυτικῶν χωρῶν ἐν Παρισίοις. Κατὰ πληροφορίας ἐκ πηγῶν τοῦ Λευκοῦ Οἴκου, τὸ μήνυμα ἀφορᾷ εἰς τὴν ἀνάγκην στενωτέρας συνεργασίας τῶν δυτικῶν συμμάχων ἐν ὄψει τῶν ἐξελίξεων εἰς Βόρειον Ἀφρικὴν καὶ εἰς τὴν Μέσην Ἀνατολήν. Ὁ Πρόεδρος ἐκφράζει τὴν ἐλπίδα ὅτι αἱ διαπραγματεύσεις θὰ ὁδηγήσουν εἰς δικαίαν λύσιν. Ὁ ἐκπρόσωπος τοῦ Τύπου ἠρνήθη νὰ δώση λεπτομερείας ἐπὶ τοῦ περιεχομένου τῆς ἐπιστολῆς, ἐδήλωσεν ὅμως ὅτι αὕτη ἐστάλη κατόπιν μακρᾶς συσκέψεως μετὰ τοῦ ὑπουργοῦ τῶν Ἐξωτερικῶν. (8, 41, 196, 361)
body-text: Ἡ Αἰγυπτιακὴ κυβέρνησις ἐζήτησε ἀπὸ τὴν Σοβιετικὴν Ἕνωσιν τὴν διεύρυνσιν τῆς οἰκονομικῆς καὶ τεχνικῆς βοηθείας πρὸς τὴν χώραν. (8, 1428, 196, 1483)
article-patriarch: ΜΗΝΥΜΑ ΤΟΥ ΟΙΚΟΥΜΕΝΙΚΟΥ ΠΑΤΡΙΑΡΧΟΥ ΚΩΝΠΟΛΙΣ, 11, (Ἰδ. ἀντ.).— Ἐπ᾽ εὐκαιρίᾳ τοῦ Πάσχα, ἡ Αὐτοῦ Παναγιότης ὁ Οἰκουμενικὸς Πατριάρχης ἀπηύθυνε μήνυμα πρὸς τὸ πλήρωμα τῆς Ἐκκλησίας. Εἰς τὸ μήνυμα ἐξαίρεται ἡ σημασία τῆς ἑνότητος τῶν Ὀρθοδόξων Ἐκκλησιῶν καὶ ἐκφράζονται εὐχαὶ διὰ τὴν εἰρήνην τοῦ κόσμου. (8, 1220, 196, 1364)
body-text: Ὁ κ. Κοστσ Μιτίρεσιτς, ὑφυπουργὸς τῶν Ἐξωτερικῶν, ἀνεχώρησε διὰ τὸ Κάιρον. (1385, 394, 1576, 427)
headline: ΚΡΑΤΙΚΗΝ ΠΑΡΕΜΒΑΣΙΝ ΥΠΕΡ ΤΩΝ ΚΑΠΝΟΠΑΡΑΓΩΓΩΝ ΚΑΙ ΑΜΕΣΟΝ ΜΙΣΘΩΣΙΝ ΖΗΤΟΥΝ ΟΙ ΦΙΛΕΛΕΥΘΕΡΟΙ (611, 761, 802, 847)
headline: ΣΗΜΕΡΟΝ ΕΣΧΑΤΗ ΔΕΚΤΗ ΑΝΕΥ ΥΠΕΡΗΜΕΡΙΑΣ Η ΚΑΤΑΘΟΛΗ ΠΑΡΑΚΡΑΤΟΥΜΕΝΟΥ ΦΟΡΟΥ (611, 631, 802, 705)
section-heading: ΟΞΥΤΑΤΗ ΠΟΛΕΜΙΚΗ ΜΕΤΑΞΥ ΚΟΜΜΟΥΝΙΣΤΩΝ ΚΑΙ ΣΟΣΙΑΛΙΣΤΩΝ ΕΙΣ ΤΗΝ ΙΤΑΛΙΑΝ (1003, 756, 1183, 829)
dateline: ΒΑΣΙΓΚΤΩΝ, 11, (Ἀσσ. Πρέξ).— (16, 116, 179, 127)
subheadline: 13 ἐκρήξεις βομβῶν εἰς ὁλόκληρον τὴν Κύπρον κατὰ τὴν διάρκειαν μιᾶς μόνον ἡμέρας (214, 1189, 594, 1255)
section-heading: ΕΥΡΕΘΗ Η ΑΝΑΣΤΑΣΙΑ (630, 164, 783, 180)
dateline: ΒΙΕΝΝΗ, 11, (Ἀσσ. Πρέξ).— (1393, 743, 1576, 754)
headline: ΜΗΝΥΜΑ ΤΟΥ ΟΙΚΟΥΜΕΝΙΚΟΥ ΠΑΤΡΙΑΡΧΟΥ (47, 1220, 157, 1262)
article-teachers (611, 893, 802, 976)
dateline: ΑΘΗΝΑΙ, 11.— (619, 1010, 708, 1019)
body-text: Οἱ Φιλελεύθεροι ζητοῦν κρατικὴν παρέμβασιν ὑπὲρ τῶν καπνοπαραγωγῶν. (611, 850, 802, 883)
article-ere-lists: ΠΟΙΟΙ ΜΕΤΕΧΟΥΝ ΤΩΝ ΣΥΝΔΥΑΣΜΩΝ ΤΗΣ ΕΡΕ ΣΥΝΕΧΕΙΑ ΝΟΜΟΣ ΑΤΤΙΚΗΣ: Χ. Καλαντζῆς, Π. Παπαδόπουλος. ΝΟΜΟΣ ΕΥΒΟΙΑΣ: Βιγλακῆς Γ., Δουλγέρης Ν., Κουρῆς Κ. ΝΟΜΟΣ ΒΟΙΩΤΙΑΣ: Κατσίκης Ν., Βογιατζῆς Α. ΝΟΜΟΣ ΦΘΙΩΤΙΔΟΣ: Πατρώνης Ε., Μιχαλόπουλος Ν. ΝΟΜΟΣ ΦΩΚΙΔΟΣ: Γιαννάκης Ι. ΝΟΜΟΣ ΑΧΑΪΑΣ: Ἀνδριανόπουλος Ι., Σαράντος Χ. ΝΟΜΟΣ ΗΛΕΙΑΣ: Λάμπρου Α., Καράμπελας Γ. ΝΟΜΟΣ ΜΕΣΣΗΝΙΑΣ: Μπενάκης Α., Πετροπουλάκης Δ. ΝΟΜΟΣ ΛΑΚΩΝΙΑΣ: Μαρινόπουλος Γ. ΝΟΜΟΣ ΑΡΓΟΛΙΔΟΣ: Παπαδημητρίου Ν. ΝΟΜΟΣ ΚΟΡΙΝΘΙΑΣ: Παυλόπουλος Γ. ΝΟΜΟΣ ΘΕΣΣΑΛΟΝΙΚΗΣ: Βακαλόπουλος Χ., Παπαναστασίου Γ. ΝΟΜΟΣ ΚΑΒΑΛΑΣ: Ἀρβανιτίδης Ε. ΝΟΜΟΣ ΣΕΡΡΩΝ: Κοριζώνης Κ. ΝΟΜΟΣ ΕΒΡΟΥ: Γεωργιάδης Χρ. ΝΟΜΟΣ ΡΟΔΟΠΗΣ: Ζαφειρόπουλος Κ. ΝΟΜΟΣ ΧΑΝΙΩΝ: Ἀλευράς Γ. ΝΟΜΟΣ ΗΡΑΚΛΕΙΟΥ: Βασιλάκης Ε. ΝΟΜΟΣ ΛΕΣΒΟΥ: Ἀλμπανόπουλος Γ. ΝΟΜΟΣ ΧΙΟΥ: Ἀνδρεάδης Ι. ΝΟΜΟΣ ΣΑΜΟΥ: Κατσαρός Ν. ΝΟΜΟΣ ΔΩΔΕΚΑΝΗΣΟΥ: Μαυρογένης Κ. ΝΟΜΟΣ ΚΕΡΚΥΡΑΣ: Γ. Δεσύλλας. ΝΟΜΟΣ ΚΕΦΑΛΛΗΝΙΑΣ: Σ. Κάππος. ΝΟΜΟΣ ΖΑΚΥΝΘΟΥ: Ε. Μυλωνᾶς. ΝΟΜΟΣ ΑΡΤΗΣ: Φ. Παπαδόπουλος. ΝΟΜΟΣ ΠΡΕΒΕΖΗΣ: Χ. Ματσούκας. ΝΟΜΟΣ ΙΩΑΝΝΙΝΩΝ: Κ. Φραγκιαδάκης. ΝΟΜΟΣ ΚΑΡΔΙΤΣΗΣ: Α. Κωστόπουλος. ΝΟΜΟΣ ΛΑΡΙΣΗΣ: Γ. Κατσαρός. ΝΟΜΟΣ ΜΑΓΝΗΣΙΑΣ: Ι. Κοντονᾶς. ΝΟΜΟΣ ΤΡΙΚΑΛΩΝ: Δ. Παπαευαγγέλου. ΝΟΜΟΣ ΚΟΖΑΝΗΣ: Μ. Παπακωνσταντίνου. ΝΟΜΟΣ ΦΛΩΡΙΝΗΣ: Ι. Ἀνθόπουλος. ΝΟΜΟΣ ΚΑΣΤΟΡΙΑΣ: Σ. Ζαφειρίου. ΝΟΜΟΣ ΠΕΛΛΗΣ: Θ. Λαμπρόπουλος. ΝΟΜΟΣ ΚΙΛΚΙΣ: Ε. Γεωργιάδης. ΝΟΜΟΣ ΧΑΛΚΙΔΙΚΗΣ: Α. Βαμβακᾶς. ΝΟΜΟΣ ΔΡΑΜΑΣ: Κ. Θεοδωρίδης. ΝΟΜΟΣ ΞΑΝΘΗΣ: Π. Μαστορόπουλος. (813, 350, 1374, 593)
article-nuclear-tests: ΑΙ ΗΝ. ΠΟΛΙΤΕΙΑΙ ΑΡΧΙΖΟΥΝ ΤΑΣ ΠΥΡΗΝΙΚΑΣ ΔΟΚΙΜΑΣ ΕΙΣ ΕΝΙΒΕΤΟΚ ΤΟΥ ΕΙΡΗΝΙΚΟΥ ΒΑΣΙΓΚΤΩΝ, 11, (Ρώυτερ).— Αἱ Ἡνωμέναι Πολιτεῖαι θὰ ἀρχίσουν τὴν νέαν σειρὰν πυρηνικῶν δοκιμῶν εἰς τὴν νῆσον Ἐνιβετὸκ τοῦ Εἰρηνικοῦ ἐντὸς τῶν προσεχῶν ἑβδομάδων, ὡς ἀνεκοίνωσεν ἡ Ἐπιτροπὴ Ἀτομικῆς Ἐνεργείας. ΕΝ ΤΟΥΡΚΙΚΑΙ ΒΑΣΕΙΣ Ἀμερικανικαὶ βάσεις εἰς τὴν Τουρκίαν θὰ ἐνισχυθοῦν διὰ πυραύλων μέσου βεληνεκοῦς. ΑΙ ΒΑΣΕΙΣ ΚΑΙ ΤΟ Κ.Κ. Τὸ κομμουνιστικὸν κόμμα ἐξέδωκε ἀνακοίνωσιν κατὰ τῶν βάσεων. ΚΑΙ ΜΙΑ ΕΚΚΛΗΣΙΣ Ἔκκλησις πρὸς τὴν κυβέρνησιν διὰ τὴν ἀναστολὴν τῶν δοκιμῶν ἀπηυθύνθη ὑπὸ ἐπιστημόνων. ΑΝΤΙΑΤΟΜΙΚΟΝ ΚΑΤΑΦΥΓΙΟΝ Εἰς τὴν Σουηδίαν κατεσκευάσθη τὸ πρῶτον ἀντιατομικὸν καταφύγιον δυνάμενον νὰ φιλοξενήση 20.000 ἄτομα. (207, 749, 601, 1005)
main-section (813, 40, 1374, 2314)
dateline: ΒΑΡΣΟΒΙΑ, 11, (Ἀσσ. Πρέξ).— (16, 912, 196, 922)
dateline: ΠΡΑΓΑ, 11, (Ἀσσ. Πρέξ).— (16, 796, 175, 807)
headline: ΜΕ ΛΟΓΟΝ ΤΟΥ Κ. ΚΑΝΕΛΛΟΠΟΥΛΟΥ ΕΙΣ ΘΕΣ/ΚΗΝ ΘΑ ΑΡΧΙΣΗ Ο ΑΓΩΝ ΤΗΣ ΕΝΩΣΕΩΣ ΛΑ·Ι·ΚΩΝ (815, 41, 1372, 128)
article-tax (611, 631, 802, 752)
dateline: ΑΘΗΝΑΙ, 11.— (619, 460, 696, 471)
headline: ΠΟΥΓΚΟΣΛΑΒΟΣ ΥΦΥΠΟΥΡΓΟΣ ΕΙΣ ΤΟ ΚΑΙΡΟΝ (1409, 350, 1552, 393)
section-heading: ΑΙ ΒΑΣΕΙΣ ΚΑΙ ΤΟ Κ.Κ. (344, 900, 463, 928)
article-khrushchev (1385, 436, 1576, 521)
headline: Η ΜΟΣΧΑ ΑΠΕΚΤΗΣΕ ΤΟ ΠΡΩΤΟΝ ΤΗΣ «ΚΑΦΕ - ΕΣΠΡΕΣΟ» (18, 869, 185, 911)
article-soviet-talks: Η ΣΟΒ. ΕΝΩΣΙΣ ΕΓΝΩΡΙΣΕΝ ΕΙΣ ΤΟΥΣ ΔΥΤΙΚΟΥΣ ΟΤΙ ΕΙΝΑΙ ΕΤΟΙΜΗ ΝΑ ΑΡΧΙΣΗ ΤΗΝ 17 ΑΠΡΙΛΙΟΥ ΑΝΤΑΛΛΑΓΑΣ ΑΠΟΨΕΩΝ ΕΙΣ ΤΗΝ ΜΟΣΧΑΝ ΠΡΟΣ ΠΡΟΕΤΟΙΜΑΣΙΑΝ ΥΠΟΥΡΓΙΚΗΣ ΔΙΑΣΚΕΨΕΩΣ ΛΟΝΔΙΝΟΝ, 11, (Ἀσσ. Πρέξ).— Ὁ ραδιοφωνικὸς σταθμὸς τῆς Μόσχας ἀνήγγειλεν ὅτι ἡ σοβιετικὴ κυβέρνησις ἐγνώρισεν εἰς τὰς κυβερνήσεις τῶν Ἡνωμένων Πολιτειῶν, τῆς Μεγάλης Βρεταννίας καὶ τῆς Γαλλίας ὅτι εἶναι ἑτοίμη νὰ ἀρχίση τὴν 17ην Ἀπριλίου ἀνταλλαγὰς ἀπόψεων εἰς τὴν Μόσχαν πρὸς προετοιμασίαν ὑπουργικῆς διασκέψεως. Ἡ σοβιετικὴ ἀπάντησις ἐπεδόθη εἰς τοὺς πρεσβευτὰς τῶν τριῶν Δυτικῶν Δυνάμεων ἐν Μόσχᾳ. ΟΥΔΕΝ ΤΟ ΝΕΟΝ Ἐν Μόσχᾳ δὲν ἀνεκοινώθη οὐδὲν νεώτερον περὶ τῆς ἡμερομηνίας τῆς διασκέψεως κορυφῆς. ΟΞΥΤΑΤΗ ΠΟΛΕΜΙΚΗ ΜΕΤΑΞΥ ΚΟΜΜΟΥΝΙΣΤΩΝ ΚΑΙ ΣΟΣΙΑΛΙΣΤΩΝ ΕΙΣ ΤΗΝ ΙΤΑΛΙΑΝ Ἡ προεκλογικὴ πολεμικὴ εἰς τὴν Ἰταλίαν ὀξύνεται μεταξὺ τῶν δύο κομμάτων τῆς Ἀριστερᾶς. ΤΑ ΠΡΩΤΑ ΑΓΓΛΙΚΑ ΣΧΟΛΙΑ Εἰς τὸ Λονδῖνον ἡ σοβιετικὴ πρότασις ἐγένετο δεκτὴ μὲ ἐπιφύλαξιν. Η ΑΜΕΡΙΚΗ ΑΠΟΡΡΙΠΤΕΙ Ἡ Οὐάσιγκτων ἀπορρίπτει τὰς σοβιετικὰς προϋποθέσεις. ΑΠΕΣΤΕΙΛΟΝ ΓΑΛΛΙΔΑΣ ΕΙΣ ΤΗΝ Ν. ΑΦΡΙΚΗΝ Γαλλικαὶ πολεμικαὶ μονάδες ἀπεστάλησαν εἰς τὴν Νότιον Ἀφρικήν. Ο ΜΕΣΟΛΑΒΗΤΗΣ Ὁ μεσολαβητὴς ἀνέλαβε νέαν προσπάθειαν διὰ τὴν προσέγγισιν τῶν δύο πλευρῶν. (813, 601, 1374, 897)
dateline: ΛΕΥΚΩΣΙΑ, 11, (Ρώυτερ).— (207, 1258, 332, 1280)
dateline: ΔΑΜΑΣΚΟΣ, 11, (Ἀσσ. Πρέξ).— (1393, 651, 1554, 662)
section-heading: Ο Κ. ΒΑΡΒΟΥΤΗΣ (1225, 212, 1343, 228)
body-text: Ἡ ραδιοφωνία τῆς Πράγας ἀνήγγειλεν ὅτι ἐπερατώθη ἡ διάσκεψις τῶν ὑπουργῶν Ἐξωτερικῶν τῶν τριῶν χωρῶν, ἡ ὁποία ἐξήτασε τὸ θέμα τῆς ἀποπυρηνικῆς ζώνης ἐν Κεντρικῇ Εὐρώπῃ. (8, 796, 196, 861)
dateline: ΝΙΟΥΤΟΝ, 8, Ἀγγλία, 11, (Ρώυτερ).— (1385, 477, 1576, 499)
dateline: ΜΟΣΧΑ, 11, (Τ.Σ.).— (16, 632, 127, 643)
article-polaris: ΟΛΟΙ ΟΙ ΣΠΟΥΔΑΙΟΙ ΣΤΟΧΟΙ ΤΩΝ ΚΟΜΜΟΥΝΙΣΤΩΝ ΘΑ ΕΙΝΕ ΥΠΟ ΤΑ ΠΥΡΑ ΤΟΥ «ΠΟΛΑΡΙΣ» Κατασκευάσθη τὸ μηχάνημα διὰ τὴν ἐκτόξευσιν αὐτοῦ ΘΑ ΒΑΛΛΕΤΑΙ ΥΠΟ ΤΩΝ ΥΠΟΒΡΥΧΙΩΝ ΕΝΤΟΣ ΤΟΥ ΥΔΑΤΟΣ Η ΚΑΤΑ ΤΗΣ ΞΗΡΑΣ ΒΑΣΙΓΚΤΩΝ, 11, (Ἀσσ. Πρέξ).— Ὁ Ἀντιναύαρχος Ρόμπορν, ἐπικεφαλῆς τοῦ προγράμματος κατασκευῆς τοῦ πυραύλου «Πολάρις», ἐδήλωσεν ὅτι κατεσκευάσθη τὸ μηχάνημα διὰ τὴν ἐκτόξευσιν αὐτοῦ ἀπὸ ὑποβρυχίων, ὅταν ταῦτα εὑρίσκονται ὑπὸ τὴν ἐπιφάνειαν τῆς θαλάσσης. Ὅλοι οἱ σπουδαῖοι στόχοι εἰς τὸ ἔδαφος τῆς Σοβιετικῆς Ἑνώσεως θὰ εὑρίσκωνται ἐντὸς τοῦ βεληνεκοῦς τοῦ πυραύλου. Ὁ πύραυλος θὰ δύναται νὰ ἐκτοξεύεται ὑπὸ ὑποβρυχίων εὑρισκομένων ἐντὸς τοῦ ὕδατος ἢ καὶ ἀπὸ τῆς ξηρᾶς. Τὸ βεληνεκὲς αὐτοῦ ὑπολογίζεται εἰς 1.500 μίλια, θὰ εἶναι δὲ ἐφωδιασμένος διὰ πυρηνικῆς κεφαλῆς. ΤΑ ΟΜΑΔΙΚΑ ΑΝΤΙΠΟΙΝΑ Κατὰ τὸν ἀντιναύαρχον, τὰ πρῶτα ὑποβρύχια τὰ ὁποῖα θὰ φέρουν τοὺς πυραύλους αὐτοὺς θὰ εἶναι ἕτοιμα ἐντὸς τοῦ 1960. Ἕκαστον ἐξ αὐτῶν θὰ δύναται νὰ φέρη 16 πυραύλους. Ἡ κατασκευὴ τῶν ὑποβρυχίων προχωρεῖ ταχέως εἰς τὰ ναυπηγεῖα τῆς χώρας. Τὸ σύστημα ἀποτελεῖ μέρος τῆς στρατηγικῆς τῶν ὁμαδικῶν ἀντιποίνων, ἡ ὁποία ἀποσκοπεῖ εἰς τὴν ἀποτροπὴν πάσης ἐπιθέσεως κατὰ τοῦ ἐλευθέρου κόσμου. (207, 41, 601, 375)
body-text: Αἱ Ἡνωμέναι Πολιτεῖαι θὰ ἀρχίσουν τὴν νέαν σειρὰν πυρηνικῶν δοκιμῶν εἰς τὴν νῆσον Ἐνιβετὸκ τοῦ Εἰρηνικοῦ ἐντὸς τῶν προσεχῶν ἑβδομάδων, ὡς ἀνεκοίνωσεν ἡ Ἐπιτροπὴ Ἀτομικῆς Ἐνεργείας. (207, 867, 332, 965)
dateline: ΑΘΗΝΑΙ, 11.— (619, 942, 707, 953)
dateline: ΚΑΤΑΝΤΟΥ, 11, (Ρώυτερ).— (1393, 558, 1541, 569)
body-text: Εἰς τὸ ἐκλογικὸν κέντρον τῆς Θεσσαλονίκης ὁ ἀρχηγὸς τῆς Ἑνώσεως Λαϊκῶν κ. Π. Κανελλόπουλος θὰ ἐκφωνήση τὸν πρῶτον προεκλογικὸν λόγον, διὰ τοῦ ὁποίου θὰ ἀρχίση ὁ ἀγὼν τοῦ κόμματος. Ἐν τῷ μεταξὺ διένεξις ἐξεδηλώθη εἰς τὰς τάξεις τοῦ Δημοκρατικοῦ διὰ τὴν κατάρτισιν τῶν συνδυασμῶν. (813, 190, 994, 299)
headline: ΛΙΑΝ ΕΥΔΙΑΘΕΤΟΣ ΑΝΕΧΩΡΗΣΕΝ Η ΣΟΡΑΓΙΑ ΔΙΑ ΓΕΝΟΥΑΝ (619, 42, 794, 83)
article-microscope (1385, 693, 1576, 787)
dateline: ΤΕΝΑΦΛΥ Νέας Ὑρσέης, 11, (Ἀσσ. Πρέξ).— (1385, 128, 1576, 149)
article-turks: ΟΙ ΤΟΥΡΚΟΙ ΛΕΓΟΥΝ ΟΤΙ ΘΑ ΕΜΦΙΛΑΔΟΣΟΥΝ ΤΟΝ ΡΩΣΙΚΟΝ ΣΤΟΛΟΝ ΑΝ ΔΕΝ ΕΙΝΑΙ ΟΥΔΕΤΕΡΟΙ! ΤΕΝΑΦΛΥ Νέας Ὑρσέης, 11, (Ἀσσ. Πρέξ).— Κατηγορίαι ἐναντίον τῆς Τουρκίας ὅτι ὑπολογίζει νὰ κλείση τὰ Στενὰ εἰς περίπτωσιν πολέμου ἐγένοντο ὑπὸ Σοβιετικῶν ἀξιωματούχων. Ὁ Τοῦρκος πρέσβυς ἀπήντησεν ὅτι ἡ Τουρκία θὰ ἐφαρμόση πιστῶς τὴν συνθήκην τοῦ Μοντρέ καὶ ὅτι δὲν ἔχει οὐδεμίαν ἐπιθετικὴν πρόθεσιν. (1385, 44, 1576, 229)
headline: Ο «ΣΠΟΥΤΝΙΚ ΙΙ» ΑΝΑΜΕΝΕΤΑΙ ΝΑ ΚΑΤΑΣΤΡΑΦΗ ΕΝΤΟΣ ΤΗΣ ΗΜΕΡΑΣ (23, 368, 181, 459)
article-judges (611, 985, 802, 1042)
headline: ΑΝΑΧΩΡΕΙ ΤΟΝ ΜΑ·Ι·ΟΝ Ο ΓΙΟΥΓΚΟΣΛΑΒΟΣ ΠΡΕΣΒΥΣ (1385, 880, 1576, 926)
section-heading: ΤΑ ΠΡΩΤΑ ΑΓΓΛΙΚΑ ΣΧΟΛΙΑ (1027, 867, 1160, 896)
headline: ΗΥΞΗΜΕΝΗ Η ΖΗΤΗΣΙΣ ΚΑΙ ΤΩΝ ΔΥΟ ΛΑΧΕΙΩΝ ΑΠΕΦΑΣΙΣΘΗ ΕΚΔΟΣΙΣ ΚΑΙ ΑΛΛΩΝ ΣΕΙΡΩΝ (611, 397, 802, 457)
body-text: Ἡ πριγκίπισσα Σοράγια, πρώην σύζυγος τοῦ Σάχη τῆς Περσίας, ἀνεχώρησε λίαν εὐδιάθετος διὰ Γένουαν, πρῶτον σταθμὸν τοῦ ταξιδίου της. (611, 119, 802, 162)
dateline: ΑΘΗΝΑΙ, 11.— (1393, 930, 1477, 941)
headline: ΕΠΙ 24 ΩΡΑΣ ΑΓΓΛΙΚΟΝ ΠΥΡΟΒΟΛΙΚΟΝ ΕΒΟΜΒΑΡΔΙΖΕ ΤΟ ΟΜΑΝ (1385, 601, 1576, 647)
dateline: ΚΕΗΠ ΚΑΝΑΒΕΡΑΛ, Φλωρίδος, 11, (Ἀσσ. Πρέξ).— (8, 461, 196, 483)
dateline: ΜΠΟΥΕΝΟΣ ΑΫΡΕΣ, 11, (Ἀσσ. Πρέξ).— (1385, 288, 1576, 310)
body-text: Αὐστριακοὶ ἐπιστήμονες κατεσκεύασαν μικροσκόπιον τὸ ὁποῖον μεγεθύνει 5000 φορὰς τὰ ἀντικείμενα. (1385, 754, 1576, 787)
dateline: ΑΘΗΝΑΙ, 11.— (619, 850, 703, 861)
body-text: Ἀμερικανὸς ἐκατομμυριοῦχος ἠγόρασε τίτλον μαρκησίου, πύργον καὶ κτῆμα εἰς τὴν Ἰταλίαν ἀντὶ 50.000 δολλαρίων. (8, 1085, 196, 1117)
dateline: ΣΥΝΕΧΕΙΑ (821, 407, 873, 418)
section-heading: ΔΡΙΜΥ ΨΥΧΟΣ ΕΙΣ ΡΟΔΟΠΗΝ (444, 557, 566, 586)
body-text: ΝΟΜΟΣ ΑΤΤΙΚΗΣ: Χ. Καλαντζῆς, Π. Παπαδόπουλος. ΝΟΜΟΣ ΕΥΒΟΙΑΣ: Βιγλακῆς Γ., Δουλγέρης Ν., Κουρῆς Κ. ΝΟΜΟΣ ΒΟΙΩΤΙΑΣ: Κατσίκης Ν., Βογιατζῆς Α. ΝΟΜΟΣ ΦΘΙΩΤΙΔΟΣ: Πατρώνης Ε., Μιχαλόπουλος Ν. ΝΟΜΟΣ ΦΩΚΙΔΟΣ: Γιαννάκης Ι. ΝΟΜΟΣ ΑΧΑΪΑΣ: Ἀνδριανόπουλος Ι., Σαράντος Χ. ΝΟΜΟΣ ΗΛΕΙΑΣ: Λάμπρου Α., Καράμπελας Γ. ΝΟΜΟΣ ΜΕΣΣΗΝΙΑΣ: Μπενάκης Α., Πετροπουλάκης Δ. ΝΟΜΟΣ ΛΑΚΩΝΙΑΣ: Μαρινόπουλος Γ. ΝΟΜΟΣ ΑΡΓΟΛΙΔΟΣ: Παπαδημητρίου Ν. ΝΟΜΟΣ ΚΟΡΙΝΘΙΑΣ: Παυλόπουλος Γ. ΝΟΜΟΣ ΘΕΣΣΑΛΟΝΙΚΗΣ: Βακαλόπουλος Χ., Παπαναστασίου Γ. ΝΟΜΟΣ ΚΑΒΑΛΑΣ: Ἀρβανιτίδης Ε. ΝΟΜΟΣ ΣΕΡΡΩΝ: Κοριζώνης Κ. ΝΟΜΟΣ ΕΒΡΟΥ: Γεωργιάδης Χρ. ΝΟΜΟΣ ΡΟΔΟΠΗΣ: Ζαφειρόπουλος Κ. ΝΟΜΟΣ ΧΑΝΙΩΝ: Ἀλευράς Γ. ΝΟΜΟΣ ΗΡΑΚΛΕΙΟΥ: Βασιλάκης Ε. ΝΟΜΟΣ ΛΕΣΒΟΥ: Ἀλμπανόπουλος Γ. ΝΟΜΟΣ ΧΙΟΥ: Ἀνδρεάδης Ι. ΝΟΜΟΣ ΣΑΜΟΥ: Κατσαρός Ν. ΝΟΜΟΣ ΔΩΔΕΚΑΝΗΣΟΥ: Μαυρογένης Κ. (813, 405, 1232, 592)
headline: ΝΕΦΕΛΩΔΗΣ & ΒΡΟΧΕΡΟΣ ΣΗΜΕΡΟΝ Ο ΚΑΙΡΟΣ ΔΡΙΜΥ ΨΥΧΟΣ ΚΑΙ ΧΙΟΝΕΣ ΕΙΣ ΤΗΝ ΡΟΔΟΠΗΝ ΧΙΟΝΕΣ ΕΙΣ ΓΑΛΛΙΑΝ, ΙΤΑΛΙΑΝ ΚΑΙ ΕΛΒΕΤΙΑΝ (220, 382, 588, 456)
section-heading: ΑΠΕΣΤΕΙΛΟΝ ΓΑΛΛΙΔΑΣ ΕΙΣ ΤΗΝ Ν. ΑΦΡΙΚΗΝ (1194, 786, 1374, 820)
section-heading: Ο Κ. ΜΑΝΙΑΔΑΚΗΣ (1030, 263, 1157, 279)
section-heading: ΑΝΤΙΑΤΟΜΙΚΟΝ ΚΑΤΑΦΥΓΙΟΝ (483, 911, 593, 939)
dateline: ΑΘΗΝΑΙ, 11.— (619, 579, 694, 590)
headline: ΠΟΥΓΚΟΣΛΑΒΙΚΗ ΑΠΟΣΤΟΛΗ ΠΕΡΙΟΔΕΥΕΙ ΤΗΝ ΑΥΣΤΡΙΑΝ (1398, 795, 1563, 836)
headline: ΣΥΝΤΟΜΑ ΕΓΧΩΡΙΑ ΝΕΑ (1385, 1018, 1576, 1039)
body-text: Ὁ ὑπουργὸς οἰκονομικῶν τῆς Δυτ. Γερμανίας κ. Ἔρχαρτ ἐδήλωσεν ὅτι τὰ περὶ διακυμάνσεως καὶ οἰκονομικῆς κάμψεως εἶναι ἁπλῶς ρωσικὴ προπαγάνδα. (611, 298, 802, 351)
article-austria (1385, 797, 1576, 871)
article-132-years (1385, 531, 1576, 592)
article-kanellopoulos: ΜΕ ΛΟΓΟΝ ΤΟΥ Κ. ΚΑΝΕΛΛΟΠΟΥΛΟΥ ΕΙΣ ΘΕΣ/ΚΗΝ ΘΑ ΑΡΧΙΣΗ Ο ΑΓΩΝ ΤΗΣ ΕΝΩΣΕΩΣ ΛΑ·Ι·ΚΩΝ ΔΙΕΝΕΞΙΣ ΕΙΣ ΤΑΣ ΤΑΞΕΙΣ ΤΟΥ ΔΗΜΟΚΡΑΤΙΚΟΥ ΑΘΗΝΑΙ, 11.— Εἰς τὸ ἐκλογικὸν κέντρον τῆς Θεσσαλονίκης ὁ ἀρχηγὸς τῆς Ἑνώσεως Λαϊκῶν κ. Π. Κανελλόπουλος θὰ ἐκφωνήση τὸν πρῶτον προεκλογικὸν λόγον, διὰ τοῦ ὁποίου θὰ ἀρχίση ὁ ἀγὼν τοῦ κόμματος. Ἐν τῷ μεταξὺ διένεξις ἐξεδηλώθη εἰς τὰς τάξεις τοῦ Δημοκρατικοῦ διὰ τὴν κατάρτισιν τῶν συνδυασμῶν. Ἡ ἡγεσία τοῦ κόμματος προβαίνει εἰς συσκέψεις διὰ τὴν τελικὴν διαμόρφωσιν τῶν συνδυασμῶν εἰς ὅλας τὰς ἐκλογικὰς περιφερείας τῆς χώρας. Η ΕΝΩΣΙΣ ΛΑ·Ι·ΚΩΝ Ἡ Ἕνωσις Λαϊκῶν θὰ κατέλθη εἰς τὰς ἐκλογὰς μὲ αὐτοτελεῖς συνδυασμοὺς εἰς ὅλους τοὺς νομούς. Ο Κ. ΜΑΝΙΑΔΑΚΗΣ Ὁ κ. Μανιαδάκης ἐδήλωσεν ὅτι θὰ ἡγηθῆ τοῦ συνδυασμοῦ εἰς τὸν νομὸν Λασιθίου. Ο Κ. ΜΠΑΚΟΠΟΥΛΟΣ Ὁ κ. Μπακόπουλος ἀνεκοίνωσε τὴν ὑποψηφιότητά του. Ο Κ. ΒΑΡΒΟΥΤΗΣ Ὁ κ. Βαρβούτης ἀπεχώρησε ἐκ τοῦ συνδυασμοῦ. Ο Κ. ΑΝΔΡΙΚΟΠΟΥΛΟΣ Ὁ κ. Ἀνδρικόπουλος ἐδήλωσεν ὅτι θὰ συνεργασθῆ μετὰ τῶν Φιλελευθέρων. ΑΙ ΠΡΟΣΕΣΣΙΑΙ Πολλαὶ προσχωρήσεις εἰς τὸ κόμμα ἀνεκοινώθησαν χθὲς ἐκ διαφόρων νομῶν. (813, 41, 1374, 343)
article-egypt: Η ΑΙΓΥΠΤΟΣ ΖΗΤΕΙ ΑΠΟ ΤΗΝ ΜΟΣΧΑΝ ΤΗΝ «ΔΙΕΥΡΥΝΣΙΝ» ΤΗΣ ΒΟΗΘΕΙΑΣ ΚΑΙΡΟΝ, 11, (Ἀσσ. Πρέξ).— Ἡ Αἰγυπτιακὴ κυβέρνησις ἐζήτησε ἀπὸ τὴν Σοβιετικὴν Ἕνωσιν τὴν διεύρυνσιν τῆς οἰκονομικῆς καὶ τεχνικῆς βοηθείας πρὸς τὴν χώραν. Αἱ διαπραγματεύσεις θὰ διεξαχθοῦν ἐν Μόσχᾳ κατὰ τὰς προσεχεῖς ἑβδομάδας ὑπὸ τὴν προεδρίαν τοῦ Αἰγυπτίου ὑπουργοῦ Οἰκονομικῶν. (8, 1372, 196, 1529)
article-tobacco (611, 761, 802, 884)
headline: ΟΥΔΕΙΣ ΕΤΟΛΜΗΣΕ ΝΑ ΑΓΟΡΑΣΗ ΤΟ ΟΙΚΟΠΕΔΟΝ ΤΟΥ ΔΙΚΤΑΤΟΡΟΣ! (1385, 238, 1576, 284)
article-togliatti (8, 1127, 196, 1212)
